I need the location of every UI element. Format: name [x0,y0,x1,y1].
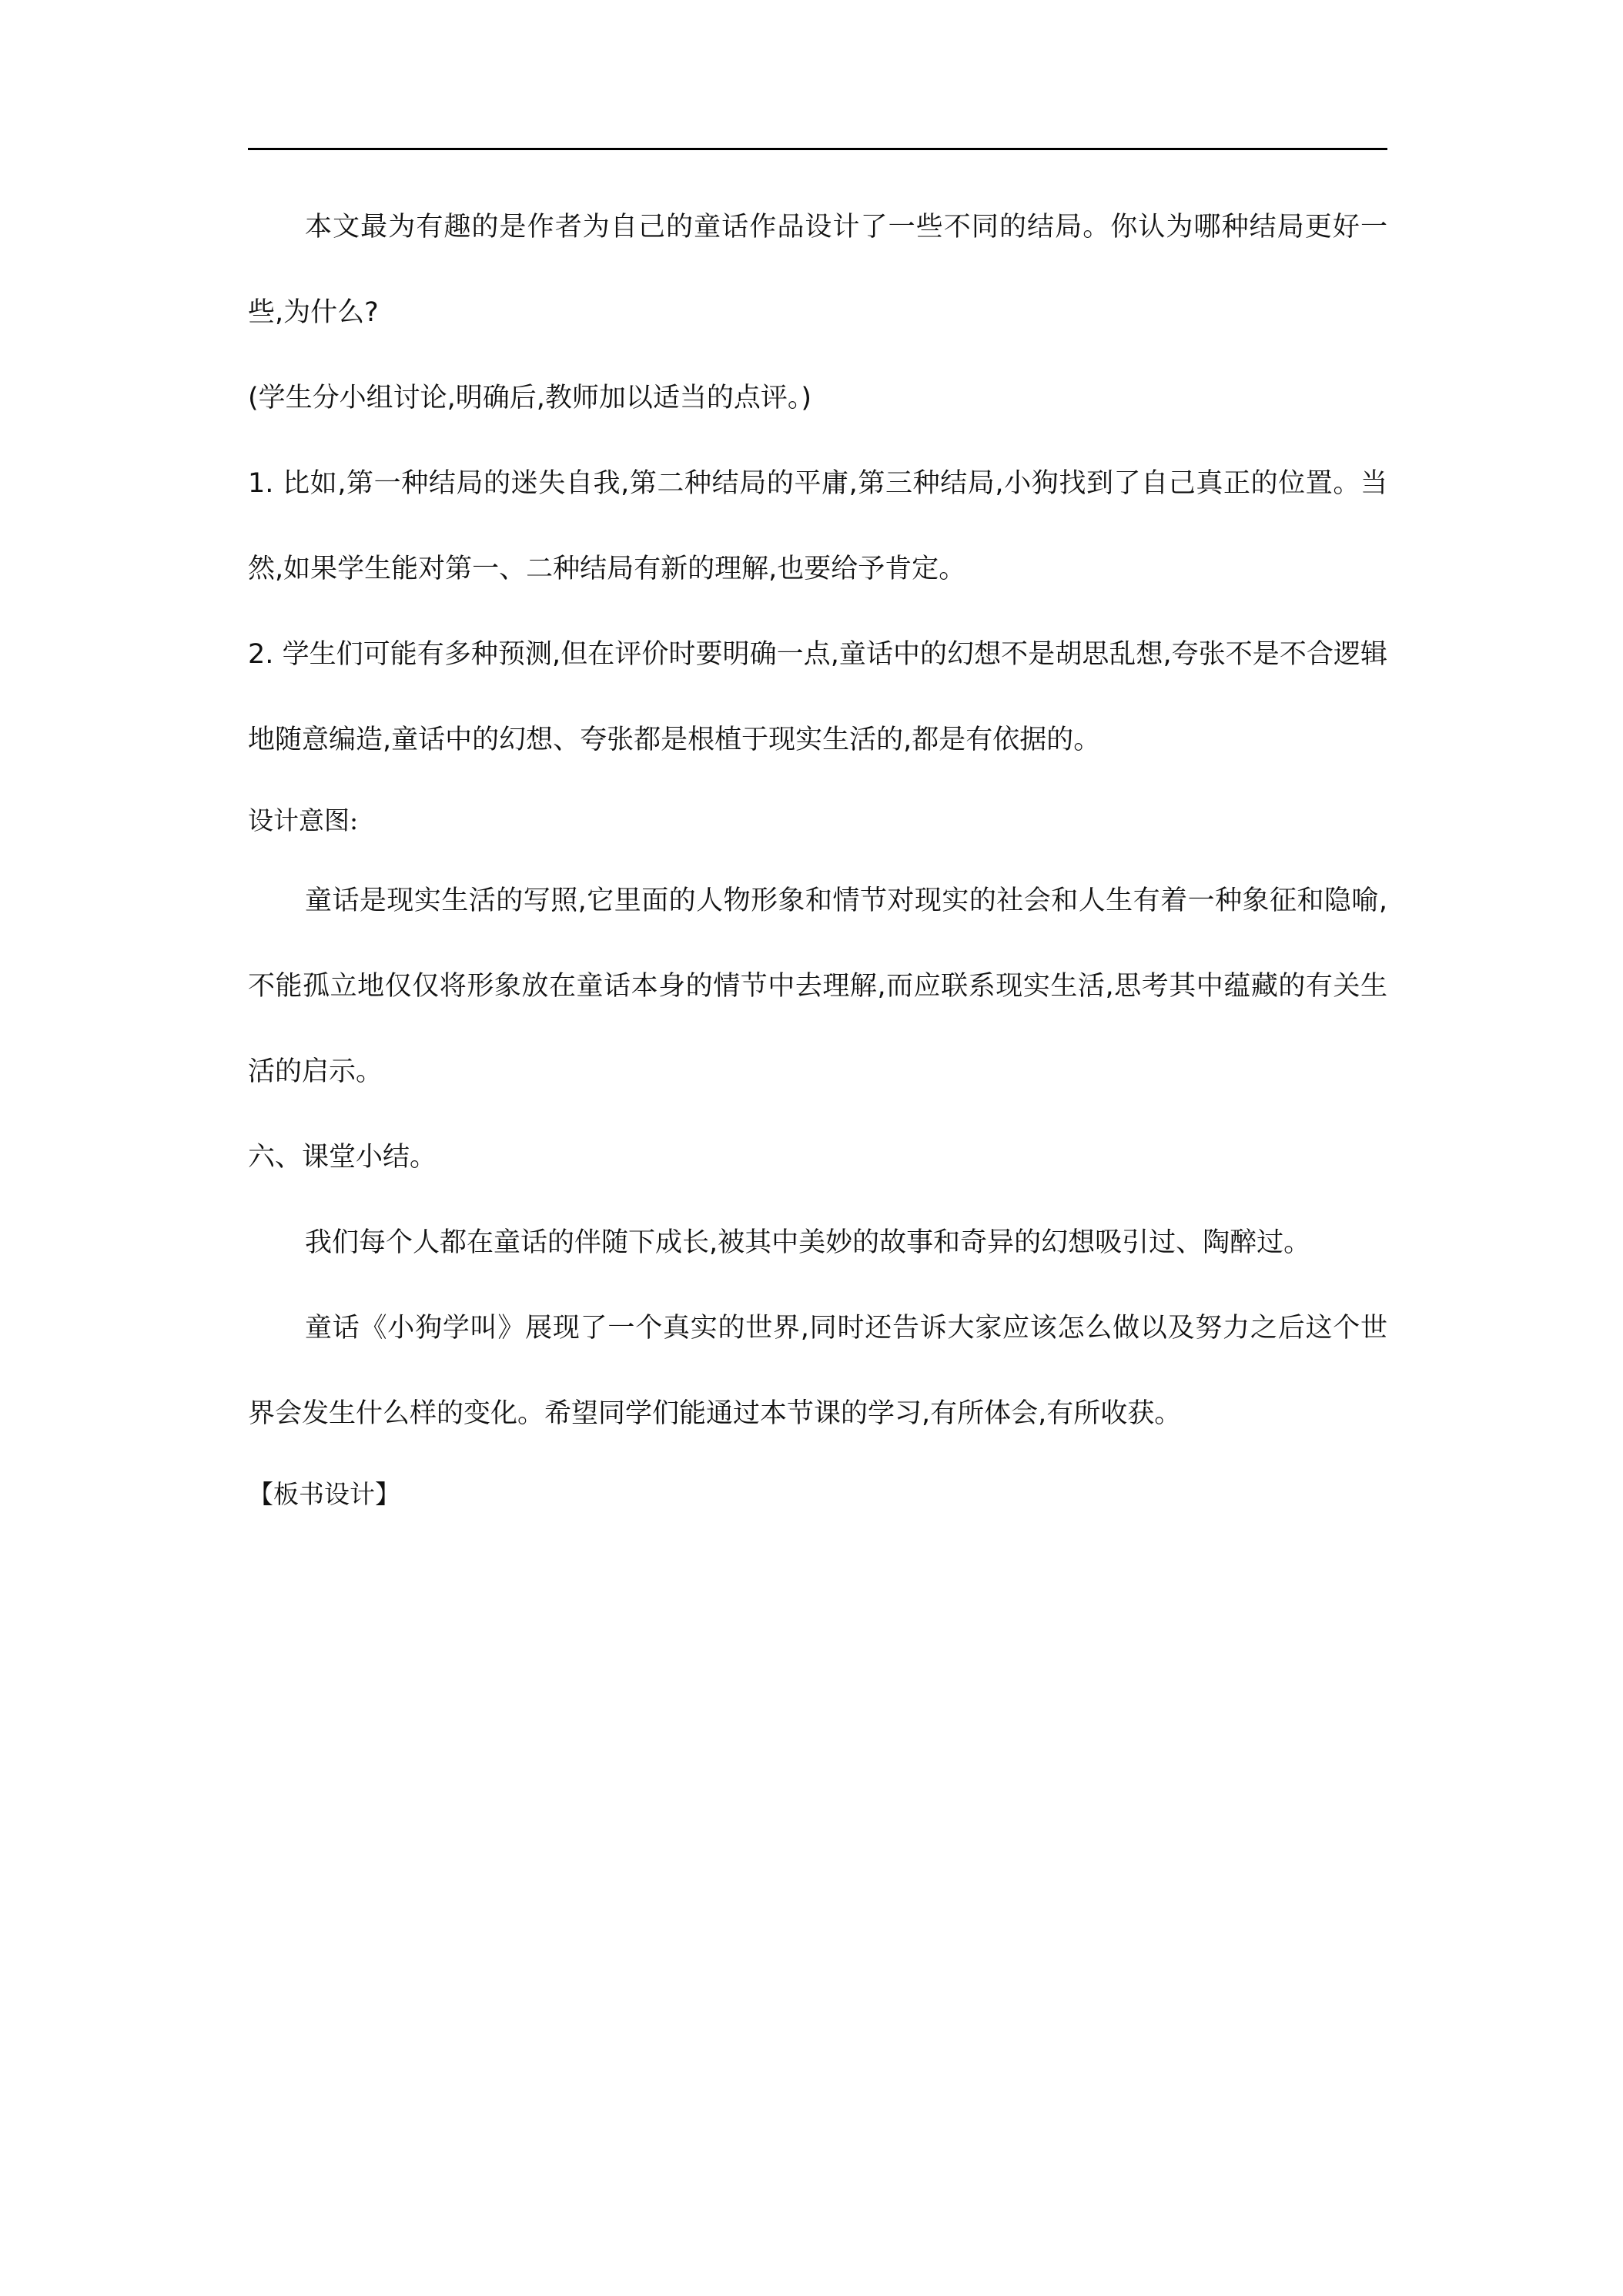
board-design-heading: 【板书设计】 [248,1479,400,1509]
paragraph-point-1: 1. 比如,第一种结局的迷失自我,第二种结局的平庸,第三种结局,小狗找到了自己真正的位置。当然,如果学生能对第一、二种结局有新的理解,也要给予肯定。 [248,468,1387,584]
paragraph-summary-1: 我们每个人都在童话的伴随下成长,被其中美妙的故事和奇异的幻想吸引过、陶醉过。 [305,1227,1311,1258]
paragraph-design-intent: 童话是现实生活的写照,它里面的人物形象和情节对现实的社会和人生有着一种象征和隐喻,不能孤立地仅仅将形象放在童话本身的情节中去理解,而应联系现实生活,思考其中蕴藏的有关生活的启示。 [248,885,1387,1087]
paragraph-discussion-note: (学生分小组讨论,明确后,教师加以适当的点评。) [248,383,812,413]
header-rule [248,148,1387,150]
paragraph-summary-2: 童话《小狗学叫》展现了一个真实的世界,同时还告诉大家应该怎么做以及努力之后这个世界会发生什么样的变化。希望同学们能通过本节课的学习,有所体会,有所收获。 [248,1313,1387,1429]
section-heading-summary: 六、课堂小结。 [248,1142,437,1173]
paragraph-question: 本文最为有趣的是作者为自己的童话作品设计了一些不同的结局。你认为哪种结局更好一些,为什么? [248,212,1387,328]
design-intent-heading: 设计意图: [248,805,359,835]
document-body [248,185,1387,1532]
paragraph-point-2: 2. 学生们可能有多种预测,但在评价时要明确一点,童话中的幻想不是胡思乱想,夸张不是不合逻辑地随意编造,童话中的幻想、夸张都是根植于现实生活的,都是有依据的。 [248,639,1387,755]
